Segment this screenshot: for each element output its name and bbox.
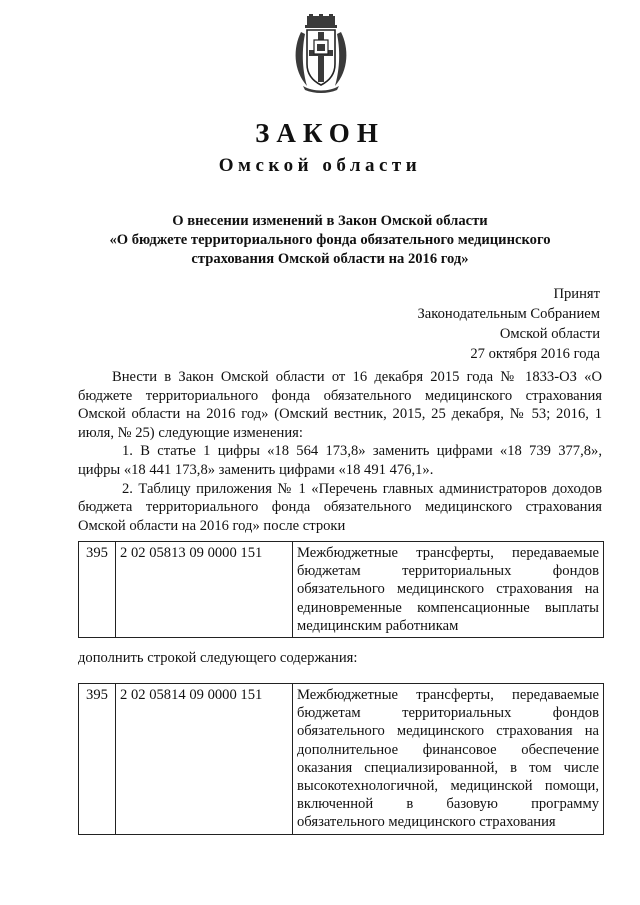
admin-code-cell: 395 — [79, 684, 116, 835]
table-row — [79, 684, 604, 835]
adoption-block — [418, 284, 601, 364]
kbk-code-cell: 2 02 05814 09 0000 151 — [116, 684, 293, 835]
adoption-date: 27 октября 2016 года — [470, 346, 600, 362]
description-cell: Межбюджетные трансферты, передаваемые бюджетам территориальных фондов обязательного медицинского страхования на дополнительное финансовое обеспечение оказания специализированной, в том числе высокотехнологичной, медицинской помощи, включенной в базовую программу обязательного медицинского страхования — [293, 684, 604, 835]
original-row-table — [78, 541, 604, 638]
admin-code-cell: 395 — [79, 542, 116, 638]
adoption-line: Законодательным Собранием — [417, 306, 600, 322]
kbk-code-cell: 2 02 05813 09 0000 151 — [116, 542, 293, 638]
body-paragraph: 2. Таблицу приложения № 1 «Перечень главных администраторов доходов бюджета территориального фонда обязательного медицинского страхования Омской области на 2016 год» после строки — [78, 480, 602, 534]
adoption-line: Принят — [553, 286, 600, 302]
table-row — [79, 542, 604, 638]
body-paragraph: 1. В статье 1 цифры «18 564 173,8» заменить цифрами «18 739 377,8», цифры «18 441 173,8» заменить цифрами «18 491 476,1». — [78, 443, 602, 478]
law-body — [78, 368, 602, 535]
document-subtitle: Омской области — [218, 155, 422, 176]
coat-of-arms-icon — [293, 14, 349, 94]
heading-line: «О бюджете территориального фонда обязательного медицинского — [109, 232, 551, 248]
description-cell: Межбюджетные трансферты, передаваемые бюджетам территориальных фондов обязательного медицинского страхования на единовременные компенсационные выплаты медицинским работникам — [293, 542, 604, 638]
new-row-table — [78, 683, 604, 835]
heading-line: страхования Омской области на 2016 год» — [191, 251, 469, 267]
heading-line: О внесении изменений в Закон Омской области — [172, 213, 488, 229]
document-title: ЗАКОН — [255, 118, 385, 148]
add-row-instruction: дополнить строкой следующего содержания: — [78, 650, 358, 666]
body-paragraph: Внести в Закон Омской области от 16 декабря 2015 года № 1833-ОЗ «О бюджете территориального фонда обязательного медицинского страхования Омской области на 2016 год» (Омский вестник, 2015, 25 декабря, № 53; 2016, 1 июля, № 25) следующие изменения: — [78, 369, 602, 441]
adoption-line: Омской области — [499, 326, 600, 342]
law-heading — [60, 212, 600, 269]
